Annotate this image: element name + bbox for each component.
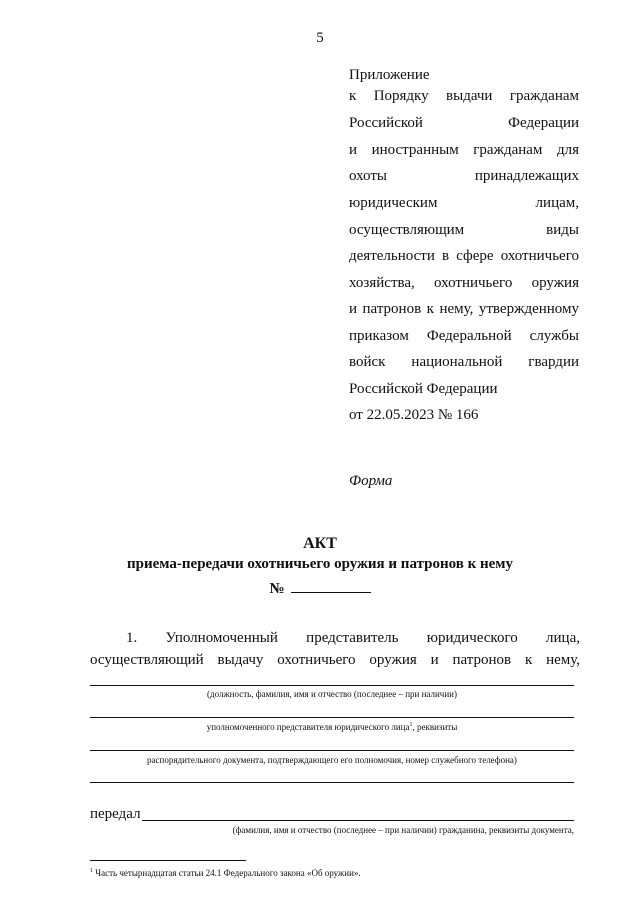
appendix-line: к Порядку выдачи гражданам	[349, 88, 579, 104]
appendix-line: приказом Федеральной службы	[349, 328, 579, 344]
appendix-line: деятельности в сфере охотничьего	[349, 248, 579, 264]
act-subtitle: приема-передачи охотничьего оружия и патронов к нему	[127, 556, 513, 572]
appendix-line: и иностранным гражданам для	[349, 142, 579, 158]
act-number-label: №	[269, 581, 285, 597]
caption-text: уполномоченного представителя юридического лица	[206, 722, 410, 732]
paragraph-line: осуществляющий выдачу охотничьего оружия и патронов к нему,	[90, 652, 580, 668]
appendix-line: Российской Федерации	[349, 381, 498, 397]
appendix-line: осуществляющим виды	[349, 222, 579, 238]
appendix-line: войск национальной гвардии	[349, 354, 579, 370]
act-title: АКТ	[303, 535, 337, 552]
page-number: 5	[316, 30, 324, 46]
footnote-separator	[90, 860, 246, 861]
caption-text: , реквизиты	[412, 722, 458, 732]
footnote	[90, 868, 361, 878]
fill-line[interactable]	[90, 750, 574, 751]
appendix-date-line: от 22.05.2023 № 166	[349, 407, 479, 423]
appendix-heading: Приложение	[349, 67, 430, 83]
paragraph-line: 1. Уполномоченный представитель юридического лица,	[126, 630, 580, 646]
footnote-ref: 1	[409, 722, 413, 728]
act-number-field[interactable]	[291, 578, 371, 593]
act-number	[0, 578, 640, 598]
field-caption: распорядительного документа, подтверждающего его полномочия, номер служебного телефона)	[147, 755, 517, 765]
appendix-line: и патронов к нему, утвержденному	[349, 301, 579, 317]
footnote-mark: 1	[90, 868, 93, 874]
appendix-line: Российской Федерации	[349, 115, 579, 131]
fill-line[interactable]	[142, 820, 574, 821]
fill-line[interactable]	[90, 782, 574, 783]
appendix-line: хозяйства, охотничьего оружия	[349, 275, 579, 291]
field-caption: (должность, фамилия, имя и отчество (последнее – при наличии)	[207, 689, 457, 699]
fill-line[interactable]	[90, 685, 574, 686]
field-caption	[90, 722, 574, 732]
peredal-label: передал	[90, 806, 141, 822]
appendix-line: юридическим лицам,	[349, 195, 579, 211]
footnote-text: Часть четырнадцатая статьи 24.1 Федерального закона «Об оружии».	[93, 868, 361, 878]
appendix-line: охоты принадлежащих	[349, 168, 579, 184]
field-caption: (фамилия, имя и отчество (последнее – при наличии) гражданина, реквизиты документа,	[232, 825, 574, 835]
fill-line[interactable]	[90, 717, 574, 718]
form-label: Форма	[349, 473, 393, 489]
